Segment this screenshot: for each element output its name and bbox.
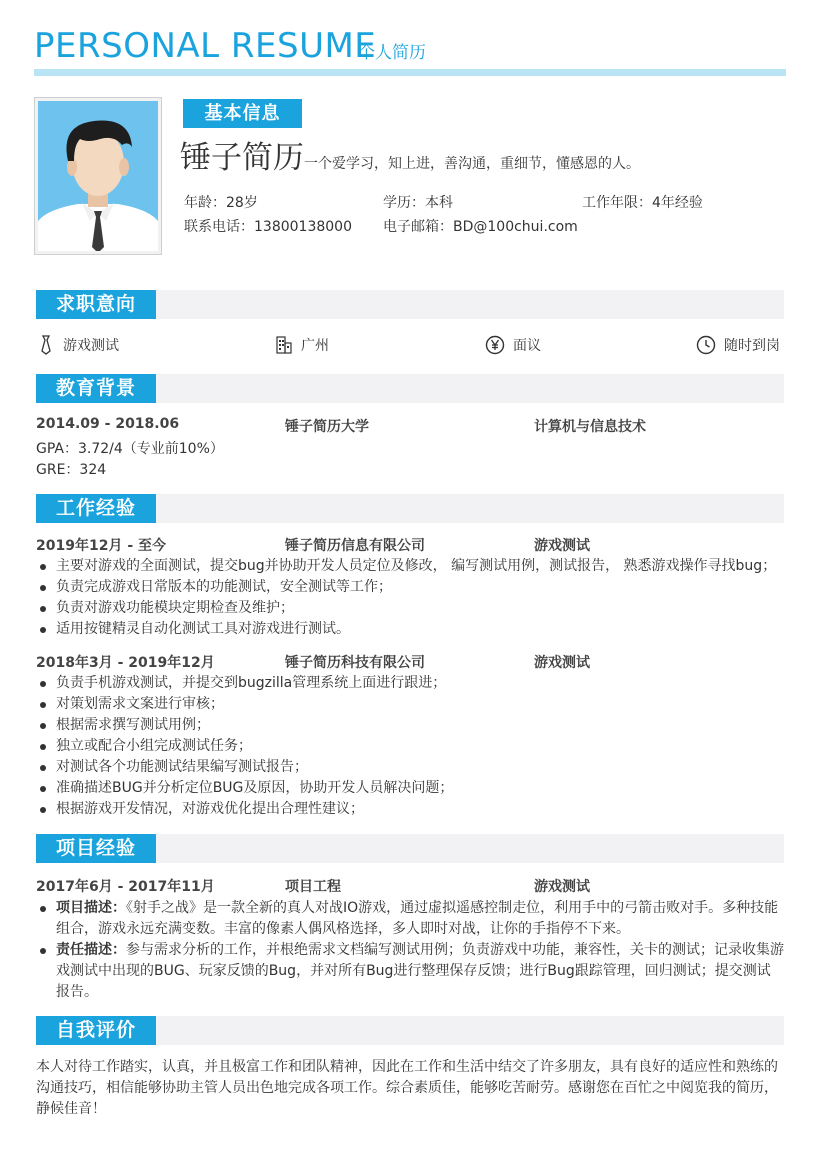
phone-field: 联系电话：13800138000 — [184, 219, 352, 235]
basic-info-tag: 基本信息 — [183, 99, 302, 128]
intention-city — [275, 335, 329, 355]
section-header-self — [36, 1016, 784, 1045]
clock-icon — [696, 335, 716, 355]
work-1-role: 游戏测试 — [534, 538, 590, 554]
section-title-project: 项目经验 — [36, 834, 156, 863]
project-description-label: 项目描述： — [56, 900, 126, 916]
email-field: 电子邮箱：BD@100chui.com — [383, 219, 578, 235]
section-title-intention: 求职意向 — [36, 290, 156, 319]
work-2-duties — [36, 673, 784, 820]
education-gre: GRE：324 — [36, 462, 107, 478]
resume-title-en: PERSONAL RESUME — [34, 26, 377, 66]
candidate-name: 锤子简历 — [180, 140, 304, 176]
project-period: 2017年6月 - 2017年11月 — [36, 879, 215, 895]
work-1-company: 锤子简历信息有限公司 — [285, 538, 425, 554]
list-item: 适用按键精灵自动化测试工具对游戏进行测试。 — [36, 619, 784, 640]
intention-availability-label: 随时到岗 — [724, 338, 780, 354]
list-item: 根据需求撰写测试用例； — [36, 715, 784, 736]
avatar-photo — [34, 97, 162, 255]
tie-icon — [37, 335, 55, 355]
list-item: 准确描述BUG并分析定位BUG及原因，协助开发人员解决问题； — [36, 778, 784, 799]
section-header-work — [36, 494, 784, 523]
section-header-project — [36, 834, 784, 863]
education-period: 2014.09 - 2018.06 — [36, 416, 180, 432]
age-field: 年龄：28岁 — [184, 195, 258, 211]
resume-title-cn: 个人简历 — [358, 43, 426, 63]
list-item: 负责对游戏功能模块定期检查及维护； — [36, 598, 784, 619]
intention-salary — [485, 335, 541, 355]
project-details — [36, 898, 784, 1003]
project-duty-text: 参与需求分析的工作，并根绝需求文档编写测试用例；负责游戏中功能，兼容性，关卡的测试；记录收集游戏测试中出现的BUG、玩家反馈的Bug，并对所有Bug进行整理保存反馈；进行Bug跟踪管理，回归测试；提交测试报告。 — [56, 942, 784, 1000]
work-1-period: 2019年12月 - 至今 — [36, 538, 167, 554]
header-divider — [34, 69, 786, 76]
yen-icon — [485, 335, 505, 355]
section-header-education — [36, 374, 784, 403]
work-1-duties — [36, 556, 784, 640]
candidate-motto: 一个爱学习，知上进，善沟通，重细节，懂感恩的人。 — [304, 156, 640, 172]
work-2-company: 锤子简历科技有限公司 — [285, 655, 425, 671]
intention-position — [37, 335, 119, 355]
project-duty — [36, 940, 784, 1003]
avatar-illustration — [38, 101, 158, 251]
list-item: 对测试各个功能测试结果编写测试报告； — [36, 757, 784, 778]
experience-years-field: 工作年限：4年经验 — [582, 195, 703, 211]
list-item: 独立或配合小组完成测试任务； — [36, 736, 784, 757]
list-item: 主要对游戏的全面测试，提交bug并协助开发人员定位及修改， 编写测试用例，测试报告， 熟悉游戏操作寻找bug； — [36, 556, 784, 577]
work-2-period: 2018年3月 - 2019年12月 — [36, 655, 215, 671]
project-role: 游戏测试 — [534, 879, 590, 895]
section-title-work: 工作经验 — [36, 494, 156, 523]
intention-availability — [696, 335, 780, 355]
education-gpa: GPA：3.72/4（专业前10%） — [36, 441, 224, 457]
section-title-self: 自我评价 — [36, 1016, 156, 1045]
section-title-education: 教育背景 — [36, 374, 156, 403]
project-description-text: 《射手之战》是一款全新的真人对战IO游戏，通过虚拟遥感控制走位，利用手中的弓箭击败对手。多种技能组合，游戏永远充满变数。丰富的像素人偶风格选择，多人即时对战，让你的手指停不下来。 — [56, 900, 779, 937]
list-item: 根据游戏开发情况，对游戏优化提出合理性建议； — [36, 799, 784, 820]
education-major: 计算机与信息技术 — [534, 419, 646, 435]
section-header-intention — [36, 290, 784, 319]
intention-city-label: 广州 — [301, 338, 329, 354]
project-duty-label: 责任描述： — [56, 942, 126, 958]
intention-salary-label: 面议 — [513, 338, 541, 354]
list-item: 负责手机游戏测试，并提交到bugzilla管理系统上面进行跟进； — [36, 673, 784, 694]
project-name: 项目工程 — [285, 879, 341, 895]
intention-position-label: 游戏测试 — [63, 338, 119, 354]
list-item: 负责完成游戏日常版本的功能测试，安全测试等工作； — [36, 577, 784, 598]
work-2-role: 游戏测试 — [534, 655, 590, 671]
list-item: 对策划需求文案进行审核； — [36, 694, 784, 715]
building-icon — [275, 336, 293, 354]
self-evaluation-text: 本人对待工作踏实，认真，并且极富工作和团队精神，因此在工作和生活中结交了许多朋友，具有良好的适应性和熟练的沟通技巧，相信能够协助主管人员出色地完成各项工作。综合素质佳，能够吃苦耐劳。感谢您在百忙之中阅览我的简历，静候佳音！ — [36, 1059, 778, 1117]
project-description — [36, 898, 784, 940]
education-school: 锤子简历大学 — [285, 419, 369, 435]
education-level-field: 学历：本科 — [383, 195, 453, 211]
